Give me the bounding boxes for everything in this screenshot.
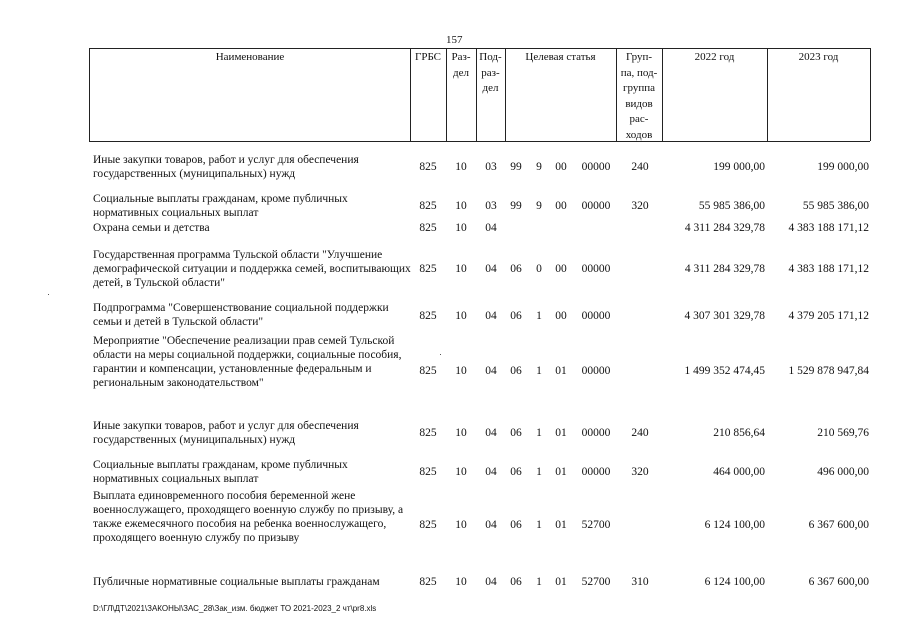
scan-speck	[440, 354, 441, 355]
row-expense-group: 240	[631, 161, 649, 173]
row-name: Подпрограмма "Совершенствование социальной поддержки семьи и детей в Тульской области"	[93, 302, 389, 328]
row-name: Выплата единовременного пособия беременной жене военнослужащего, проходящего военную службу по призыву, а также ежемесячного пособия на ребенка военнослужащего, проходящего военную службу по призыву	[93, 490, 404, 544]
row-name: Мероприятие "Обеспечение реализации прав семей Тульской области на меры социальной поддержки, социальные пособия, гарантии и компенсации, установленные федеральным и региональным законодательством"	[93, 335, 402, 389]
row-target-4: 00000	[581, 263, 611, 275]
header-grbs: ГРБС	[414, 51, 442, 63]
row-expense-group: 310	[631, 576, 649, 588]
row-value-2022: 1 499 352 474,45	[684, 365, 765, 377]
row-grbs: 825	[419, 263, 437, 275]
header-name: Наименование	[215, 51, 285, 63]
row-target-2: 0	[536, 263, 542, 275]
row-target-1: 06	[510, 519, 522, 531]
row-target-2: 9	[536, 200, 542, 212]
row-podrazdel: 04	[485, 263, 497, 275]
row-target-4: 00000	[581, 200, 611, 212]
row-target-4: 52700	[581, 576, 611, 588]
row-target-4: 00000	[581, 310, 611, 322]
row-target-3: 01	[555, 576, 567, 588]
scan-speck	[48, 294, 49, 295]
row-name: Государственная программа Тульской области "Улучшение демографической ситуации и поддержка семей, воспитывающих детей, в Тульской области"	[93, 249, 411, 289]
row-razdel: 10	[455, 427, 467, 439]
header-razdel: Раз- дел	[451, 51, 471, 79]
row-expense-group: 320	[631, 466, 649, 478]
row-expense-group: 320	[631, 200, 649, 212]
row-target-3: 00	[555, 161, 567, 173]
row-target-1: 06	[510, 365, 522, 377]
row-razdel: 10	[455, 263, 467, 275]
row-value-2022: 6 124 100,00	[704, 519, 765, 531]
row-target-3: 01	[555, 427, 567, 439]
row-grbs: 825	[419, 576, 437, 588]
row-target-2: 1	[536, 365, 542, 377]
row-target-4: 52700	[581, 519, 611, 531]
row-target-1: 06	[510, 310, 522, 322]
row-razdel: 10	[455, 161, 467, 173]
header-expense-group: Груп- па, под- группа видов рас- ходов	[620, 51, 658, 141]
header-year-2022: 2022 год	[694, 51, 735, 63]
row-podrazdel: 03	[485, 200, 497, 212]
row-target-2: 1	[536, 576, 542, 588]
file-path-footer: D:\ГЛ\ДТ\2021\ЗАКОНЫ\ЗАС_28\Зак_изм. бюджет ТО 2021-2023_2 чт\pr8.xls	[93, 604, 377, 613]
row-name: Социальные выплаты гражданам, кроме публичных нормативных социальных выплат	[93, 193, 348, 219]
row-target-2: 1	[536, 466, 542, 478]
row-razdel: 10	[455, 466, 467, 478]
row-value-2022: 4 311 284 329,78	[684, 222, 765, 234]
row-target-3: 00	[555, 310, 567, 322]
row-value-2022: 4 307 301 329,78	[684, 310, 765, 322]
row-name: Охрана семьи и детства	[93, 222, 210, 234]
row-value-2022: 55 985 386,00	[698, 200, 765, 212]
row-target-3: 00	[555, 200, 567, 212]
row-value-2023: 1 529 878 947,84	[788, 365, 869, 377]
row-target-3: 01	[555, 519, 567, 531]
header-podrazdel: Под- раз- дел	[479, 51, 502, 94]
row-grbs: 825	[419, 427, 437, 439]
row-target-1: 06	[510, 263, 522, 275]
row-target-2: 1	[536, 519, 542, 531]
row-razdel: 10	[455, 200, 467, 212]
row-expense-group: 240	[631, 427, 649, 439]
row-value-2023: 4 383 188 171,12	[788, 222, 869, 234]
row-grbs: 825	[419, 365, 437, 377]
page-number: 157	[446, 34, 463, 46]
row-value-2022: 4 311 284 329,78	[684, 263, 765, 275]
row-target-3: 01	[555, 466, 567, 478]
row-razdel: 10	[455, 519, 467, 531]
row-target-1: 06	[510, 466, 522, 478]
row-podrazdel: 04	[485, 519, 497, 531]
row-name: Иные закупки товаров, работ и услуг для обеспечения государственных (муниципальных) нужд	[93, 420, 359, 446]
header-top-border	[89, 48, 870, 49]
row-value-2022: 210 856,64	[713, 427, 765, 439]
row-target-1: 06	[510, 576, 522, 588]
row-value-2023: 210 569,76	[817, 427, 869, 439]
row-target-4: 00000	[581, 466, 611, 478]
row-razdel: 10	[455, 310, 467, 322]
row-podrazdel: 04	[485, 310, 497, 322]
row-target-2: 9	[536, 161, 542, 173]
row-value-2023: 496 000,00	[817, 466, 869, 478]
row-podrazdel: 04	[485, 427, 497, 439]
row-target-4: 00000	[581, 427, 611, 439]
row-razdel: 10	[455, 576, 467, 588]
row-target-3: 01	[555, 365, 567, 377]
row-value-2023: 6 367 600,00	[808, 576, 869, 588]
row-razdel: 10	[455, 222, 467, 234]
row-target-1: 99	[510, 200, 522, 212]
row-target-1: 06	[510, 427, 522, 439]
row-name: Публичные нормативные социальные выплаты гражданам	[93, 576, 380, 588]
row-value-2023: 55 985 386,00	[802, 200, 869, 212]
row-podrazdel: 04	[485, 222, 497, 234]
row-value-2022: 6 124 100,00	[704, 576, 765, 588]
row-grbs: 825	[419, 200, 437, 212]
row-grbs: 825	[419, 519, 437, 531]
row-target-2: 1	[536, 427, 542, 439]
row-value-2023: 6 367 600,00	[808, 519, 869, 531]
row-name: Социальные выплаты гражданам, кроме публичных нормативных социальных выплат	[93, 459, 348, 485]
row-value-2022: 464 000,00	[713, 466, 765, 478]
header-col-divider	[870, 48, 871, 141]
row-grbs: 825	[419, 310, 437, 322]
row-podrazdel: 04	[485, 576, 497, 588]
row-target-4: 00000	[581, 161, 611, 173]
row-grbs: 825	[419, 466, 437, 478]
row-podrazdel: 04	[485, 365, 497, 377]
row-value-2022: 199 000,00	[713, 161, 765, 173]
row-razdel: 10	[455, 365, 467, 377]
row-value-2023: 199 000,00	[817, 161, 869, 173]
row-target-3: 00	[555, 263, 567, 275]
row-name: Иные закупки товаров, работ и услуг для обеспечения государственных (муниципальных) нужд	[93, 154, 359, 180]
row-grbs: 825	[419, 222, 437, 234]
row-target-4: 00000	[581, 365, 611, 377]
row-value-2023: 4 379 205 171,12	[788, 310, 869, 322]
row-podrazdel: 04	[485, 466, 497, 478]
row-grbs: 825	[419, 161, 437, 173]
row-value-2023: 4 383 188 171,12	[788, 263, 869, 275]
header-target-article: Целевая статья	[525, 51, 596, 63]
header-bottom-border	[89, 141, 870, 142]
row-podrazdel: 03	[485, 161, 497, 173]
row-target-1: 99	[510, 161, 522, 173]
header-year-2023: 2023 год	[798, 51, 839, 63]
row-target-2: 1	[536, 310, 542, 322]
